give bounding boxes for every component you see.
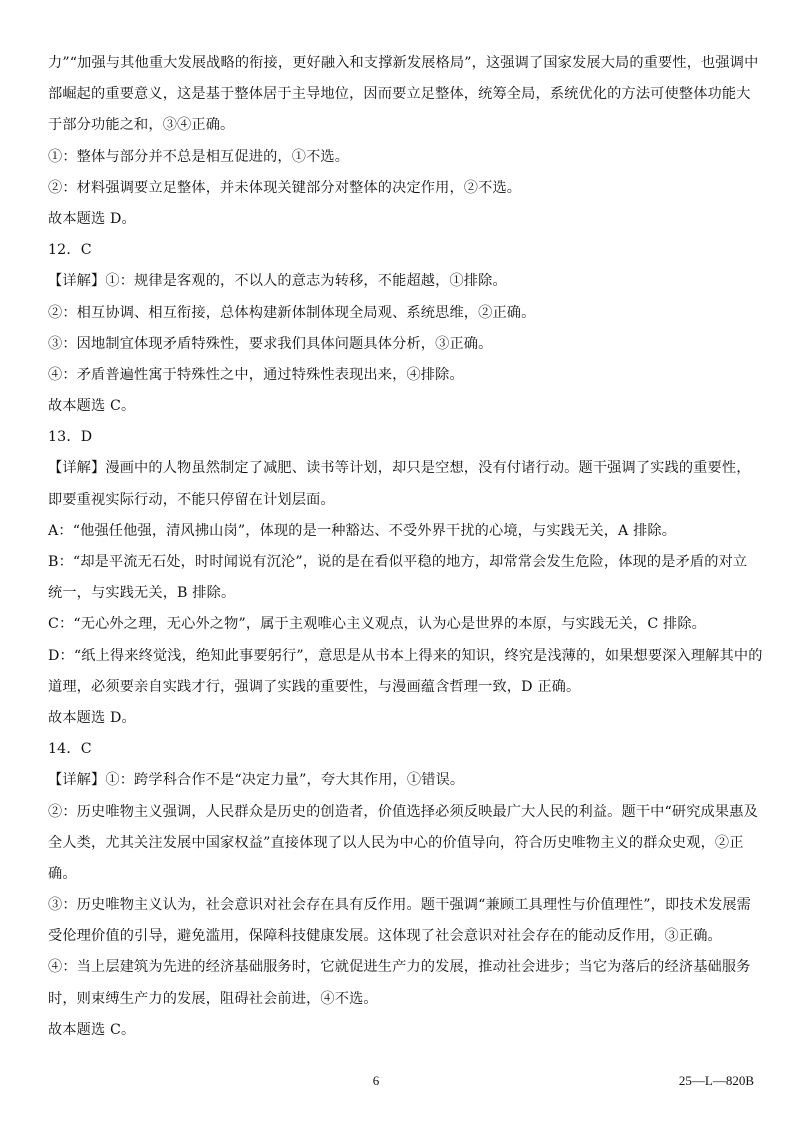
text-line: ③：历史唯物主义认为，社会意识对社会存在具有反作用。题干强调“兼顾工具理性与价值理性”，即技术发展需 [48,897,752,914]
text-line: 故本题选 D。 [48,210,136,227]
text-line: 部崛起的重要意义，这是基于整体居于主导地位，因而要立足整体，统筹全局，系统优化的方法可使整体功能大 [48,86,751,103]
text-line: 力”“加强与其他重大发展战略的衔接，更好融入和支撑新发展格局”，这强调了国家发展大局的重要性，也强调中 [48,55,759,71]
text-line: ④：矛盾普遍性寓于特殊性之中，通过特殊性表现出来，④排除。 [48,366,464,383]
text-line: 于部分功能之和，③④正确。 [48,117,235,134]
text-line: ④：当上层建筑为先进的经济基础服务时，它就促进生产力的发展，推动社会进步；当它为落后的经济基础服务 [48,959,751,976]
text-line: 【详解】①：跨学科合作不是“决定力量”，夸大其作用，①错误。 [48,772,465,789]
text-line: 故本题选 C。 [48,398,136,415]
text-line: 道理，必须要亲自实践才行，强调了实践的重要性，与漫画蕴含哲理一致，D 正确。 [48,678,581,695]
page-number: 6 [372,1073,380,1088]
text-line: 时，则束缚生产力的发展，阻碍社会前进，④不选。 [48,990,378,1007]
text-line: 确。 [48,865,77,882]
text-line: D：“纸上得来终觉浅，绝知此事要躬行”，意思是从书本上得来的知识，终究是浅薄的，如果想要深入理解其中的 [48,647,763,664]
text-line: ③：因地制宜体现矛盾特殊性，要求我们具体问题具体分析，③正确。 [48,335,493,352]
text-line: ②：材料强调要立足整体，并未体现关键部分对整体的决定作用，②不选。 [48,179,522,196]
text-line: 【详解】①：规律是客观的，不以人的意志为转移，不能超越，①排除。 [48,273,507,290]
text-line: 全人类，尤其关注发展中国家权益”直接体现了以人民为中心的价值导向，符合历史唯物主义的群众史观，②正 [48,834,744,851]
document-code: 25—L—820B [678,1073,754,1088]
answer-explanation-body [48,48,763,1046]
question-number: 14．C [48,741,92,758]
text-line: 统一，与实践无关，B 排除。 [48,585,236,602]
text-line: 即要重视实际行动，不能只停留在计划层面。 [48,491,335,508]
text-line: ②：相互协调、相互衔接，总体构建新体制体现全局观、系统思维，②正确。 [48,304,536,321]
text-line: ②：历史唯物主义强调，人民群众是历史的创造者，价值选择必须反映最广大人民的利益。题干中“研究成果惠及 [48,803,758,820]
question-number: 13．D [48,429,93,446]
text-line: ①：整体与部分并不总是相互促进的，①不选。 [48,148,350,165]
text-line: B：“却是平流无石处，时时闻说有沉沦”，说的是在看似平稳的地方，却常常会发生危险，体现的是矛盾的对立 [48,554,748,570]
question-number: 12．C [48,242,92,259]
text-line: 受伦理价值的引导，避免滥用，保障科技健康发展。这体现了社会意识对社会存在的能动反作用，③正确。 [48,928,722,945]
text-line: C：“无心外之理，无心外之物”，属于主观唯心主义观点，认为心是世界的本原，与实践无关，C 排除。 [48,616,706,633]
text-line: 【详解】漫画中的人物虽然制定了减肥、读书等计划，却只是空想，没有付诸行动。题干强调了实践的重要性， [48,460,751,477]
text-line: 故本题选 C。 [48,1021,136,1038]
text-line: 故本题选 D。 [48,709,136,726]
text-line: A：“他强任他强，清风拂山岗”，体现的是一种豁达、不受外界干扰的心境，与实践无关，A 排除。 [48,522,677,539]
